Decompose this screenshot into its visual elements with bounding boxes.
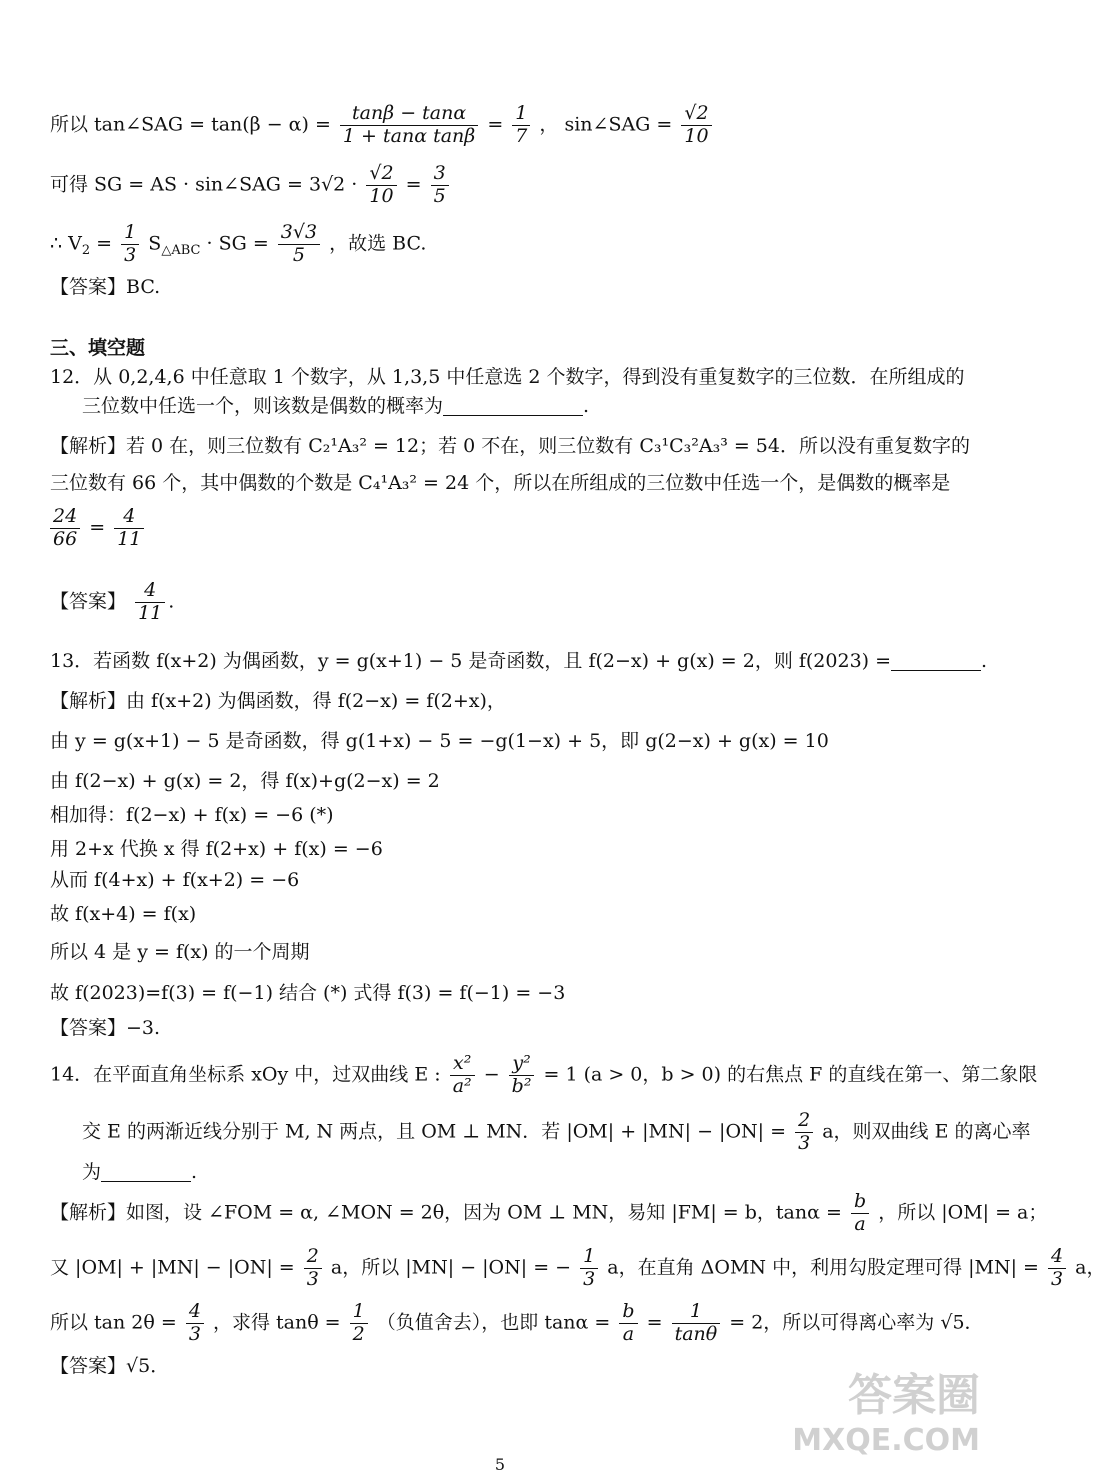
solution-13-line8: 所以 4 是 y = f(x) 的一个周期 xyxy=(50,941,310,963)
solution-12-line3 xyxy=(50,506,147,551)
numerator: b xyxy=(619,1301,637,1324)
solution-13-line6: 从而 f(4+x) + f(x+2) = −6 xyxy=(50,869,300,891)
fraction xyxy=(135,580,165,625)
denominator: 3 xyxy=(124,243,137,266)
fraction xyxy=(681,103,711,148)
text: （负值舍去），也即 tanα = xyxy=(376,1311,611,1334)
line-v2 xyxy=(50,222,426,267)
section-heading: 三、填空题 xyxy=(50,337,146,359)
watermark-logo xyxy=(792,1359,980,1458)
numerator: 4 xyxy=(135,580,165,603)
text: 【答案】 xyxy=(50,590,127,613)
subscript: 2 xyxy=(81,243,91,259)
numerator: 4 xyxy=(1048,1246,1066,1269)
line-tan-sag xyxy=(50,103,715,148)
numerator: x² xyxy=(450,1053,475,1076)
text: 所以 tan 2θ = xyxy=(50,1311,177,1334)
text: · SG = xyxy=(200,232,269,255)
fraction xyxy=(350,1301,368,1346)
numerator: 3√3 xyxy=(278,222,320,245)
numerator: 2 xyxy=(304,1246,322,1269)
denominator: 66 xyxy=(53,527,78,550)
answer-13: 【答案】−3. xyxy=(50,1017,161,1039)
question-12-line1: 12．从 0,2,4,6 中任意取 1 个数字，从 1,3,5 中任意选 2 个数字，得到没有重复数字的三位数．在所组成的 xyxy=(50,366,965,388)
text: = 1 (a > 0，b > 0) 的右焦点 F 的直线在第一、第二象限 xyxy=(543,1063,1038,1086)
text: . xyxy=(981,650,988,672)
text: = xyxy=(90,232,113,255)
fraction xyxy=(672,1301,721,1346)
denominator: b² xyxy=(511,1074,532,1097)
fraction xyxy=(1048,1246,1066,1291)
line-sg xyxy=(50,163,452,208)
numerator: 1 xyxy=(350,1301,368,1324)
text: 所以 tan∠SAG = tan(β − α) = xyxy=(50,113,331,136)
text: 13．若函数 f(x+2) 为偶函数，y = g(x+1) − 5 是奇函数，且 f(2−x) + g(x) = 2，则 f(2023) = xyxy=(50,650,892,672)
question-14-line3 xyxy=(82,1163,197,1182)
text: ， sin∠SAG = xyxy=(539,113,673,136)
text: a，在直角 ΔOMN 中，利用勾股定理可得 |MN| = xyxy=(607,1256,1039,1279)
text: 交 E 的两渐近线分别于 M, N 两点，且 OM ⊥ MN．若 |OM| + |MN| − |ON| = xyxy=(82,1120,787,1143)
solution-13-line3: 由 f(2−x) + g(x) = 2，得 f(x)+g(2−x) = 2 xyxy=(50,770,440,792)
text: S xyxy=(148,232,162,255)
denominator: a xyxy=(622,1322,635,1345)
fraction xyxy=(278,222,320,267)
denominator: 2 xyxy=(352,1322,365,1345)
text: − xyxy=(483,1063,500,1086)
watermark-url: MXQE.COM xyxy=(792,1423,980,1458)
question-14-line2 xyxy=(82,1110,1030,1155)
text: ，求得 tanθ = xyxy=(212,1311,341,1334)
denominator: 3 xyxy=(188,1322,201,1345)
answer-11: 【答案】BC. xyxy=(50,276,161,298)
text: . xyxy=(191,1161,198,1183)
solution-14-line1 xyxy=(50,1191,1047,1236)
denominator: 3 xyxy=(798,1131,811,1154)
denominator: 11 xyxy=(138,601,163,624)
text: ，故选 BC. xyxy=(329,232,427,255)
solution-14-line3 xyxy=(50,1301,984,1346)
text: 又 |OM| + |MN| − |ON| = xyxy=(50,1256,295,1279)
denominator: 5 xyxy=(433,184,446,207)
fraction xyxy=(340,103,478,148)
text: a，则双曲线 E 的离心率 xyxy=(822,1120,1031,1143)
denominator: 10 xyxy=(369,184,394,207)
denominator: 1 + tanα tanβ xyxy=(342,124,476,147)
blank-line xyxy=(891,652,981,671)
text: = xyxy=(405,173,422,196)
fraction xyxy=(580,1246,598,1291)
denominator: 7 xyxy=(515,124,528,147)
numerator: √2 xyxy=(681,103,711,126)
denominator: a xyxy=(854,1212,866,1235)
page-number: 5 xyxy=(494,1455,506,1474)
numerator: 2 xyxy=(795,1110,813,1133)
numerator: b xyxy=(851,1191,869,1214)
fraction xyxy=(121,222,139,267)
numerator: 1 xyxy=(512,103,530,126)
fraction xyxy=(795,1110,813,1155)
text: = 2，所以可得离心率为 √5． xyxy=(729,1311,984,1334)
numerator: 24 xyxy=(50,506,80,529)
solution-13-line5: 用 2+x 代换 x 得 f(2+x) + f(x) = −6 xyxy=(50,838,383,860)
solution-12-line1: 【解析】若 0 在，则三位数有 C₂¹A₃² = 12；若 0 不在，则三位数有 C₃¹C₃²A₃³ = 54．所以没有重复数字的 xyxy=(50,435,970,457)
fraction xyxy=(450,1053,475,1098)
fraction xyxy=(431,163,449,208)
answer-12 xyxy=(50,580,174,625)
blank-line xyxy=(443,397,583,416)
text: 【解析】如图，设 ∠FOM = α, ∠MON = 2θ，因为 OM ⊥ MN，易知 |FM| = b，tanα = xyxy=(50,1201,842,1224)
numerator: √2 xyxy=(366,163,396,186)
fraction xyxy=(509,1053,535,1098)
denominator: 3 xyxy=(306,1267,319,1290)
blank-line xyxy=(101,1163,191,1182)
solution-13-line1: 【解析】由 f(x+2) 为偶函数，得 f(2−x) = f(2+x)， xyxy=(50,690,506,712)
fraction xyxy=(851,1191,869,1236)
subscript: △ABC xyxy=(161,243,201,259)
denominator: 11 xyxy=(117,527,142,550)
fraction xyxy=(304,1246,322,1291)
fraction xyxy=(50,506,80,551)
fraction xyxy=(619,1301,637,1346)
numerator: 4 xyxy=(186,1301,204,1324)
numerator: 3 xyxy=(431,163,449,186)
solution-13-line7: 故 f(x+4) = f(x) xyxy=(50,903,197,925)
denominator: 5 xyxy=(292,243,305,266)
denominator: 3 xyxy=(1051,1267,1064,1290)
denominator: 10 xyxy=(684,124,709,147)
text: ∴ V xyxy=(50,232,82,255)
fraction xyxy=(114,506,144,551)
numerator: y² xyxy=(509,1053,535,1076)
numerator: 1 xyxy=(121,222,139,245)
answer-14: 【答案】√5． xyxy=(50,1355,170,1377)
text: 为 xyxy=(82,1161,102,1183)
text: 可得 SG = AS · sin∠SAG = 3√2 · xyxy=(50,173,358,196)
text: = xyxy=(89,516,106,539)
denominator: tanθ xyxy=(674,1322,718,1345)
text: a， xyxy=(1075,1256,1105,1279)
text: 14．在平面直角坐标系 xOy 中，过双曲线 E : xyxy=(50,1063,441,1086)
text: = xyxy=(646,1311,663,1334)
numerator: 1 xyxy=(580,1246,598,1269)
solution-12-line2: 三位数有 66 个，其中偶数的个数是 C₄¹A₃² = 24 个，所以在所组成的三位数中任选一个，是偶数的概率是 xyxy=(50,472,951,494)
numerator: tanβ − tanα xyxy=(340,103,478,126)
solution-14-line2 xyxy=(50,1246,1105,1291)
fraction xyxy=(512,103,530,148)
denominator: a² xyxy=(452,1074,472,1097)
numerator: 1 xyxy=(672,1301,721,1324)
solution-13-line2: 由 y = g(x+1) − 5 是奇函数，得 g(1+x) − 5 = −g(1−x) + 5，即 g(2−x) + g(x) = 10 xyxy=(50,730,829,752)
text: . xyxy=(583,395,590,417)
text: . xyxy=(168,590,175,613)
question-13 xyxy=(50,652,987,671)
question-14-line1 xyxy=(50,1053,1037,1098)
text: a，所以 |MN| − |ON| = − xyxy=(330,1256,572,1279)
numerator: 4 xyxy=(114,506,144,529)
text: ，所以 |OM| = a； xyxy=(878,1201,1048,1224)
watermark-text: 答案圈 xyxy=(848,1370,980,1421)
question-12-line2 xyxy=(82,397,589,416)
solution-13-line9: 故 f(2023)=f(3) = f(−1) 结合 (*) 式得 f(3) = f(−1) = −3 xyxy=(50,982,566,1004)
text: = xyxy=(487,113,504,136)
fraction xyxy=(366,163,396,208)
text: 三位数中任选一个，则该数是偶数的概率为 xyxy=(82,395,444,417)
denominator: 3 xyxy=(583,1267,596,1290)
fraction xyxy=(186,1301,204,1346)
solution-13-line4: 相加得：f(2−x) + f(x) = −6 (*) xyxy=(50,804,334,826)
